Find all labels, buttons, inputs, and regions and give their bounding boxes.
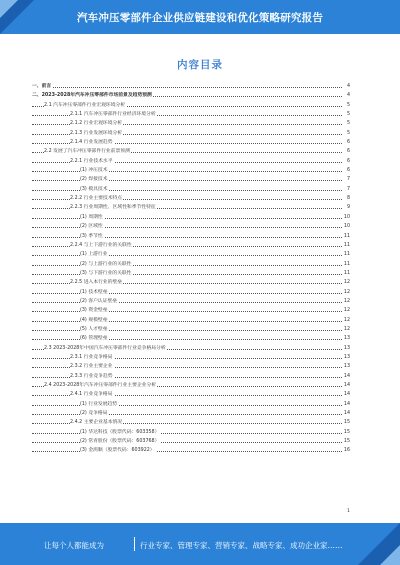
toc-leader-dots: [32, 180, 342, 181]
toc-entry-page: 11: [343, 250, 350, 259]
toc-entry-page: 13: [343, 362, 350, 371]
toc-leader-dots: [32, 433, 342, 434]
toc-entry[interactable]: [32, 138, 350, 147]
toc-entry-page: 11: [343, 232, 350, 241]
toc-entry[interactable]: [32, 213, 350, 222]
toc-leader-dots: [32, 451, 342, 452]
toc-entry[interactable]: [32, 166, 350, 175]
toc-entry[interactable]: [32, 409, 350, 418]
toc-entry[interactable]: [32, 381, 350, 390]
toc-entry-page: 12: [343, 297, 350, 306]
toc-entry-page: 14: [343, 400, 350, 409]
toc-entry[interactable]: [32, 334, 350, 343]
toc-entry-title: (1) 周期性: [80, 213, 104, 222]
toc-entry-page: 14: [343, 390, 350, 399]
toc-entry-page: 5: [346, 110, 350, 119]
toc-entry-title: 2.1.4 行业发展趋势: [70, 138, 114, 147]
toc-entry-title: (2) 焊接技术: [80, 175, 109, 184]
toc-entry-title: (3) 金鸿顺（股票代码：603922）: [80, 446, 156, 455]
toc-entry-page: 15: [343, 418, 350, 427]
toc-entry[interactable]: [32, 353, 350, 362]
toc-entry[interactable]: [32, 82, 350, 91]
footer-decoration-light: [380, 545, 400, 565]
toc-entry-page: 5: [346, 101, 350, 110]
toc-entry[interactable]: [32, 119, 350, 128]
page-number: 1: [347, 509, 350, 514]
toc-entry-title: 2.1.1 汽车冲压零部件行业经济环境分析: [70, 110, 157, 119]
toc-entry[interactable]: [32, 203, 350, 212]
toc-entry-page: 10: [343, 222, 350, 231]
toc-entry-title: 2.3.2 行业主要企业: [70, 362, 114, 371]
toc-entry-title: (1) 上游行业: [80, 250, 109, 259]
toc-entry[interactable]: [32, 306, 350, 315]
toc-entry[interactable]: [32, 250, 350, 259]
toc-entry-page: 9: [346, 203, 350, 212]
toc-entry-title: (3) 与下游行业的关联性: [80, 269, 133, 278]
toc-entry[interactable]: [32, 344, 350, 353]
toc-entry-page: 12: [343, 325, 350, 334]
toc-entry-title: 2.4.1 行业竞争格局: [70, 390, 114, 399]
toc-entry-page: 10: [343, 213, 350, 222]
toc-entry-title: 2.4.2 主要企业基本情况: [70, 418, 123, 427]
page-header: [0, 0, 400, 34]
toc-entry-page: 6: [346, 147, 350, 156]
toc-entry-page: 11: [343, 269, 350, 278]
report-title: 汽车冲压零部件企业供应链建设和优化策略研究报告: [76, 12, 324, 24]
toc-leader-dots: [32, 414, 342, 415]
toc-entry[interactable]: [32, 101, 350, 110]
toc-heading: 内容目录: [177, 59, 223, 71]
toc-entry-title: 2.1 汽车冲压零部件行业宏观环境分析: [44, 101, 126, 110]
toc-leader-dots: [32, 265, 342, 266]
toc-entry-page: 7: [346, 175, 350, 184]
toc-entry-page: 11: [343, 241, 350, 250]
toc-entry-page: 13: [343, 334, 350, 343]
toc-entry-page: 11: [343, 260, 350, 269]
toc-entry[interactable]: [32, 269, 350, 278]
toc-entry-title: 2.3.1 行业竞争格局: [70, 353, 114, 362]
footer-slogan-left: 让每个人都能成为: [44, 541, 104, 550]
toc-entry[interactable]: [32, 194, 350, 203]
toc-entry-page: 15: [343, 437, 350, 446]
toc-entry[interactable]: [32, 297, 350, 306]
toc-entry[interactable]: [32, 91, 350, 100]
table-of-contents: [32, 82, 350, 456]
toc-entry[interactable]: [32, 260, 350, 269]
toc-entry[interactable]: [32, 288, 350, 297]
toc-entry-title: (3) 模具技术: [80, 185, 109, 194]
toc-entry[interactable]: [32, 418, 350, 427]
toc-entry-page: 5: [346, 119, 350, 128]
toc-entry-title: (1) 华达科技（股票代码：603358）: [80, 428, 160, 437]
toc-entry-page: 14: [343, 409, 350, 418]
toc-entry-page: 14: [343, 372, 350, 381]
toc-entry-page: 13: [343, 344, 350, 353]
toc-entry-title: 2.2.1 行业技术水平: [70, 157, 114, 166]
toc-entry[interactable]: [32, 232, 350, 241]
toc-leader-dots: [32, 171, 342, 172]
toc-entry-title: (2) 常青股份（股票代码：603768）: [80, 437, 160, 446]
toc-entry[interactable]: [32, 157, 350, 166]
toc-entry[interactable]: [32, 147, 350, 156]
toc-leader-dots: [32, 442, 342, 443]
toc-entry-title: (2) 竞争格局: [80, 409, 109, 418]
toc-entry-title: (2) 客户认证壁垒: [80, 297, 118, 306]
page-footer: [0, 523, 400, 565]
toc-entry-page: 6: [346, 166, 350, 175]
toc-entry[interactable]: [32, 316, 350, 325]
toc-entry-page: 4: [346, 91, 350, 100]
toc-entry[interactable]: [32, 241, 350, 250]
toc-entry-title: 2.2.2 行业主要技术特点: [70, 194, 123, 203]
toc-entry-page: 12: [343, 288, 350, 297]
toc-leader-dots: [32, 274, 342, 275]
toc-entry-title: 2.3 2023-2028年中国汽车冲压零部件行业竞争格局分析: [44, 344, 167, 353]
toc-entry-title: (6) 管理壁垒: [80, 334, 109, 343]
toc-entry[interactable]: [32, 428, 350, 437]
toc-entry-title: (5) 人才壁垒: [80, 325, 109, 334]
toc-leader-dots: [32, 302, 342, 303]
toc-leader-dots: [32, 405, 342, 406]
toc-entry[interactable]: [32, 362, 350, 371]
toc-entry-title: 2.1.2 行业宏观环境分析: [70, 119, 123, 128]
toc-entry[interactable]: [32, 325, 350, 334]
toc-entry-page: 15: [343, 428, 350, 437]
toc-leader-dots: [32, 190, 342, 191]
toc-entry-title: (4) 规模壁垒: [80, 316, 109, 325]
toc-entry-page: 7: [346, 185, 350, 194]
toc-entry[interactable]: [32, 175, 350, 184]
toc-leader-dots: [32, 339, 342, 340]
toc-entry[interactable]: [32, 222, 350, 231]
toc-entry-page: 6: [346, 138, 350, 147]
toc-entry[interactable]: [32, 278, 350, 287]
toc-entry[interactable]: [32, 437, 350, 446]
toc-entry-page: 6: [346, 157, 350, 166]
toc-entry-page: 5: [346, 129, 350, 138]
toc-leader-dots: [32, 311, 342, 312]
toc-entry-title: 2.4 2023-2028年汽车冲压零部件行业主要企业分析: [44, 381, 157, 390]
toc-entry-title: 二、2023-2028年汽车冲压零部件市场前景及趋势预测: [32, 91, 153, 100]
toc-entry-title: (3) 资金壁垒: [80, 306, 109, 315]
toc-leader-dots: [32, 255, 342, 256]
toc-leader-dots: [32, 330, 342, 331]
toc-entry-page: 4: [346, 82, 350, 91]
toc-leader-dots: [32, 218, 342, 219]
toc-entry-page: 13: [343, 353, 350, 362]
toc-leader-dots: [32, 321, 342, 322]
toc-entry[interactable]: [32, 446, 350, 455]
toc-entry[interactable]: [32, 185, 350, 194]
toc-entry[interactable]: [32, 110, 350, 119]
toc-entry[interactable]: [32, 372, 350, 381]
toc-entry-page: 8: [346, 194, 350, 203]
toc-leader-dots: [32, 237, 342, 238]
toc-entry[interactable]: [32, 390, 350, 399]
toc-leader-dots: [32, 227, 342, 228]
toc-entry-page: 14: [343, 381, 350, 390]
toc-entry-page: 12: [343, 278, 350, 287]
toc-entry[interactable]: [32, 400, 350, 409]
toc-entry-title: (1) 技术壁垒: [80, 288, 109, 297]
toc-entry-page: 16: [343, 446, 350, 455]
toc-entry-title: 2.3.3 行业竞争趋势: [70, 372, 114, 381]
toc-entry-title: (1) 行业发展趋势: [80, 400, 118, 409]
toc-entry-title: 2.2.4 与上下游行业的关联性: [70, 241, 133, 250]
toc-entry-title: 一、前言: [32, 82, 52, 91]
toc-leader-dots: [32, 293, 342, 294]
toc-entry[interactable]: [32, 129, 350, 138]
toc-entry-title: 2.2 发展了汽车冲压零部件行业前景预测: [44, 147, 131, 156]
toc-entry-title: 2.2.3 行业周期性、区域性和季节性特征: [70, 203, 157, 212]
toc-entry-title: (2) 与上游行业的关联性: [80, 260, 133, 269]
toc-leader-dots: [32, 87, 342, 88]
footer-slogan-right: 行业专家、管理专家、营销专家、战略专家、成功企业家……: [140, 541, 343, 550]
toc-entry-title: (2) 区域性: [80, 222, 104, 231]
toc-entry-title: 2.1.3 行业发展环境分析: [70, 129, 123, 138]
toc-entry-title: 2.2.5 进入本行业的壁垒: [70, 278, 123, 287]
footer-divider: [134, 537, 135, 551]
toc-entry-page: 12: [343, 306, 350, 315]
toc-entry-page: 12: [343, 316, 350, 325]
toc-entry-title: (1) 冲压技术: [80, 166, 109, 175]
toc-entry-title: (3) 季节性: [80, 232, 104, 241]
